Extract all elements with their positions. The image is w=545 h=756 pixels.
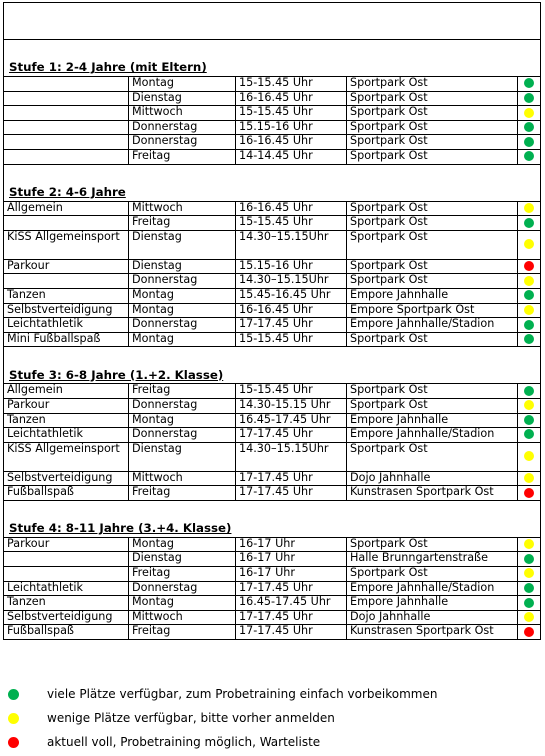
status-cell: [518, 486, 541, 501]
status-cell: [518, 537, 541, 552]
activity-cell: [4, 149, 129, 164]
status-cell: [518, 413, 541, 428]
place-cell: Sportpark Ost: [347, 259, 518, 274]
table-row: [4, 274, 541, 289]
status-dot-yellow: [524, 305, 534, 315]
day-cell: Donnerstag: [129, 120, 236, 135]
activity-cell: [4, 106, 129, 121]
place-cell: Sportpark Ost: [347, 230, 518, 259]
table-row: [4, 384, 541, 399]
stage-title: Stufe 1: 2-4 Jahre (mit Eltern): [4, 40, 541, 77]
status-dot-yellow: [524, 568, 534, 578]
table-row: [4, 318, 541, 333]
status-dot-green: [524, 415, 534, 425]
activity-cell: KiSS Allgemeinsport: [4, 230, 129, 259]
day-cell: Freitag: [129, 149, 236, 164]
place-cell: Sportpark Ost: [347, 201, 518, 216]
activity-cell: Leichtathletik: [4, 581, 129, 596]
table-row: [4, 201, 541, 216]
status-cell: [518, 120, 541, 135]
status-cell: [518, 106, 541, 121]
status-dot-yellow: [524, 539, 534, 549]
legend-item: [3, 710, 545, 730]
status-cell: [518, 288, 541, 303]
place-cell: Empore Jahnhalle/Stadion: [347, 318, 518, 333]
place-cell: Sportpark Ost: [347, 442, 518, 471]
time-cell: 15-15.45 Uhr: [236, 106, 347, 121]
status-cell: [518, 230, 541, 259]
activity-cell: Allgemein: [4, 201, 129, 216]
status-dot-red: [524, 627, 534, 637]
activity-cell: Fußballspaß: [4, 625, 129, 640]
status-cell: [518, 77, 541, 92]
place-cell: Sportpark Ost: [347, 567, 518, 582]
stage-title: Stufe 2: 4-6 Jahre: [4, 164, 541, 201]
time-cell: 17-17.45 Uhr: [236, 428, 347, 443]
schedule-body: [4, 3, 541, 640]
day-cell: Montag: [129, 77, 236, 92]
day-cell: Dienstag: [129, 91, 236, 106]
place-cell: Sportpark Ost: [347, 398, 518, 413]
activity-cell: Selbstverteidigung: [4, 610, 129, 625]
day-cell: Montag: [129, 596, 236, 611]
status-dot-red: [524, 488, 534, 498]
place-cell: Sportpark Ost: [347, 77, 518, 92]
activity-cell: Selbstverteidigung: [4, 303, 129, 318]
time-cell: 16-17 Uhr: [236, 537, 347, 552]
activity-cell: Tanzen: [4, 288, 129, 303]
activity-cell: Mini Fußballspaß: [4, 332, 129, 347]
table-row: [4, 303, 541, 318]
day-cell: Mittwoch: [129, 610, 236, 625]
status-cell: [518, 567, 541, 582]
day-cell: Donnerstag: [129, 274, 236, 289]
status-cell: [518, 581, 541, 596]
time-cell: 17-17.45 Uhr: [236, 581, 347, 596]
stage-header-row: [4, 40, 541, 77]
status-dot-green: [524, 334, 534, 344]
table-row: [4, 106, 541, 121]
place-cell: Empore Sportpark Ost: [347, 303, 518, 318]
time-cell: 16-17 Uhr: [236, 567, 347, 582]
table-row: [4, 567, 541, 582]
status-cell: [518, 625, 541, 640]
status-dot-yellow: [524, 203, 534, 213]
activity-cell: Leichtathletik: [4, 318, 129, 333]
day-cell: Donnerstag: [129, 318, 236, 333]
status-dot-green: [524, 290, 534, 300]
activity-cell: [4, 567, 129, 582]
activity-cell: Parkour: [4, 537, 129, 552]
table-row: [4, 259, 541, 274]
place-cell: Sportpark Ost: [347, 120, 518, 135]
activity-cell: Selbstverteidigung: [4, 471, 129, 486]
legend-item: [3, 734, 545, 754]
status-cell: [518, 274, 541, 289]
day-cell: Montag: [129, 413, 236, 428]
status-dot-green: [524, 386, 534, 396]
status-dot-green: [524, 429, 534, 439]
status-cell: [518, 149, 541, 164]
stage-header-row: [4, 164, 541, 201]
table-row: [4, 442, 541, 471]
activity-cell: KiSS Allgemeinsport: [4, 442, 129, 471]
activity-cell: [4, 120, 129, 135]
place-cell: Halle Brunngartenstraße: [347, 552, 518, 567]
status-dot-green: [524, 151, 534, 161]
status-dot-green: [524, 93, 534, 103]
status-dot-green: [524, 320, 534, 330]
place-cell: Sportpark Ost: [347, 384, 518, 399]
status-dot-green: [524, 583, 534, 593]
time-cell: 16-16.45 Uhr: [236, 135, 347, 150]
status-dot-yellow: [524, 612, 534, 622]
place-cell: Sportpark Ost: [347, 106, 518, 121]
status-dot-yellow: [524, 451, 534, 461]
day-cell: Freitag: [129, 625, 236, 640]
table-row: [4, 332, 541, 347]
legend-item: [3, 686, 545, 706]
status-cell: [518, 442, 541, 471]
table-row: [4, 581, 541, 596]
status-dot-yellow: [524, 108, 534, 118]
day-cell: Dienstag: [129, 442, 236, 471]
place-cell: Empore Jahnhalle: [347, 413, 518, 428]
table-row: [4, 288, 541, 303]
day-cell: Donnerstag: [129, 135, 236, 150]
day-cell: Dienstag: [129, 552, 236, 567]
day-cell: Montag: [129, 303, 236, 318]
time-cell: 17-17.45 Uhr: [236, 471, 347, 486]
time-cell: 16-16.45 Uhr: [236, 303, 347, 318]
stage-title: Stufe 4: 8-11 Jahre (3.+4. Klasse): [4, 500, 541, 537]
table-row: [4, 216, 541, 231]
schedule-table: [3, 2, 541, 640]
status-cell: [518, 332, 541, 347]
status-cell: [518, 384, 541, 399]
day-cell: Montag: [129, 288, 236, 303]
day-cell: Dienstag: [129, 259, 236, 274]
time-cell: 15-15.45 Uhr: [236, 384, 347, 399]
time-cell: 15.45-16.45 Uhr: [236, 288, 347, 303]
table-row: [4, 149, 541, 164]
status-dot-green: [524, 122, 534, 132]
day-cell: Freitag: [129, 567, 236, 582]
day-cell: Donnerstag: [129, 398, 236, 413]
status-dot-red: [524, 261, 534, 271]
time-cell: 14.30-15.15 Uhr: [236, 398, 347, 413]
activity-cell: Leichtathletik: [4, 428, 129, 443]
schedule-page: [3, 2, 540, 749]
activity-cell: [4, 91, 129, 106]
status-cell: [518, 259, 541, 274]
status-dot-green: [524, 218, 534, 228]
place-cell: Kunstrasen Sportpark Ost: [347, 486, 518, 501]
time-cell: 17-17.45 Uhr: [236, 318, 347, 333]
place-cell: Sportpark Ost: [347, 537, 518, 552]
status-dot-yellow: [524, 473, 534, 483]
place-cell: Empore Jahnhalle: [347, 596, 518, 611]
time-cell: 16.45-17.45 Uhr: [236, 413, 347, 428]
day-cell: Freitag: [129, 384, 236, 399]
place-cell: Sportpark Ost: [347, 149, 518, 164]
table-row: [4, 230, 541, 259]
status-cell: [518, 552, 541, 567]
time-cell: 15.15-16 Uhr: [236, 259, 347, 274]
day-cell: Mittwoch: [129, 471, 236, 486]
stage-header-row: [4, 347, 541, 384]
time-cell: 16-16.45 Uhr: [236, 91, 347, 106]
table-row: [4, 120, 541, 135]
day-cell: Freitag: [129, 486, 236, 501]
activity-cell: Allgemein: [4, 384, 129, 399]
place-cell: Sportpark Ost: [347, 216, 518, 231]
stage-title: Stufe 3: 6-8 Jahre (1.+2. Klasse): [4, 347, 541, 384]
activity-cell: [4, 552, 129, 567]
status-cell: [518, 428, 541, 443]
status-dot-green: [524, 554, 534, 564]
legend-text: wenige Plätze verfügbar, bitte vorher anmelden: [47, 711, 335, 725]
activity-cell: Fußballspaß: [4, 486, 129, 501]
activity-cell: Tanzen: [4, 596, 129, 611]
time-cell: 14.30–15.15Uhr: [236, 442, 347, 471]
legend-text: aktuell voll, Probetraining möglich, Warteliste: [47, 735, 321, 749]
legend-dot-green: [8, 689, 19, 700]
status-dot-yellow: [524, 276, 534, 286]
day-cell: Dienstag: [129, 230, 236, 259]
table-row: [4, 537, 541, 552]
activity-cell: [4, 77, 129, 92]
status-dot-green: [524, 137, 534, 147]
legend-dot-yellow: [8, 713, 19, 724]
table-row: [4, 413, 541, 428]
status-cell: [518, 610, 541, 625]
time-cell: 17-17.45 Uhr: [236, 610, 347, 625]
activity-cell: [4, 216, 129, 231]
day-cell: Montag: [129, 537, 236, 552]
day-cell: Mittwoch: [129, 106, 236, 121]
time-cell: 15-15.45 Uhr: [236, 216, 347, 231]
table-row: [4, 625, 541, 640]
time-cell: 17-17.45 Uhr: [236, 625, 347, 640]
stage-header-row: [4, 500, 541, 537]
time-cell: 15-15.45 Uhr: [236, 77, 347, 92]
day-cell: Donnerstag: [129, 581, 236, 596]
table-row: [4, 91, 541, 106]
place-cell: Dojo Jahnhalle: [347, 471, 518, 486]
activity-cell: [4, 274, 129, 289]
time-cell: 16-16.45 Uhr: [236, 201, 347, 216]
time-cell: 14.30–15.15Uhr: [236, 274, 347, 289]
time-cell: 15.15-16 Uhr: [236, 120, 347, 135]
place-cell: Sportpark Ost: [347, 274, 518, 289]
status-cell: [518, 216, 541, 231]
place-cell: Dojo Jahnhalle: [347, 610, 518, 625]
place-cell: Empore Jahnhalle: [347, 288, 518, 303]
place-cell: Empore Jahnhalle/Stadion: [347, 428, 518, 443]
status-cell: [518, 471, 541, 486]
table-row: [4, 596, 541, 611]
table-row: [4, 486, 541, 501]
status-cell: [518, 91, 541, 106]
table-row: [4, 77, 541, 92]
time-cell: 15-15.45 Uhr: [236, 332, 347, 347]
table-row: [4, 428, 541, 443]
table-row: [4, 610, 541, 625]
time-cell: 14.30–15.15Uhr: [236, 230, 347, 259]
table-row: [4, 135, 541, 150]
status-dot-yellow: [524, 400, 534, 410]
status-cell: [518, 135, 541, 150]
legend-dot-red: [8, 737, 19, 748]
place-cell: Kunstrasen Sportpark Ost: [347, 625, 518, 640]
activity-cell: Tanzen: [4, 413, 129, 428]
table-row: [4, 398, 541, 413]
place-cell: Empore Jahnhalle/Stadion: [347, 581, 518, 596]
table-row: [4, 552, 541, 567]
activity-cell: Parkour: [4, 398, 129, 413]
status-dot-green: [524, 598, 534, 608]
day-cell: Donnerstag: [129, 428, 236, 443]
top-blank-row: [4, 3, 541, 40]
legend-text: viele Plätze verfügbar, zum Probetraining einfach vorbeikommen: [47, 687, 438, 701]
place-cell: Sportpark Ost: [347, 135, 518, 150]
status-cell: [518, 318, 541, 333]
status-cell: [518, 398, 541, 413]
time-cell: 16-17 Uhr: [236, 552, 347, 567]
day-cell: Freitag: [129, 216, 236, 231]
activity-cell: Parkour: [4, 259, 129, 274]
status-dot-green: [524, 78, 534, 88]
day-cell: Montag: [129, 332, 236, 347]
time-cell: 14-14.45 Uhr: [236, 149, 347, 164]
status-cell: [518, 303, 541, 318]
status-cell: [518, 201, 541, 216]
table-row: [4, 471, 541, 486]
status-dot-yellow: [524, 239, 534, 249]
place-cell: Sportpark Ost: [347, 332, 518, 347]
status-cell: [518, 596, 541, 611]
activity-cell: [4, 135, 129, 150]
place-cell: Sportpark Ost: [347, 91, 518, 106]
time-cell: 16.45-17.45 Uhr: [236, 596, 347, 611]
day-cell: Mittwoch: [129, 201, 236, 216]
time-cell: 17-17.45 Uhr: [236, 486, 347, 501]
